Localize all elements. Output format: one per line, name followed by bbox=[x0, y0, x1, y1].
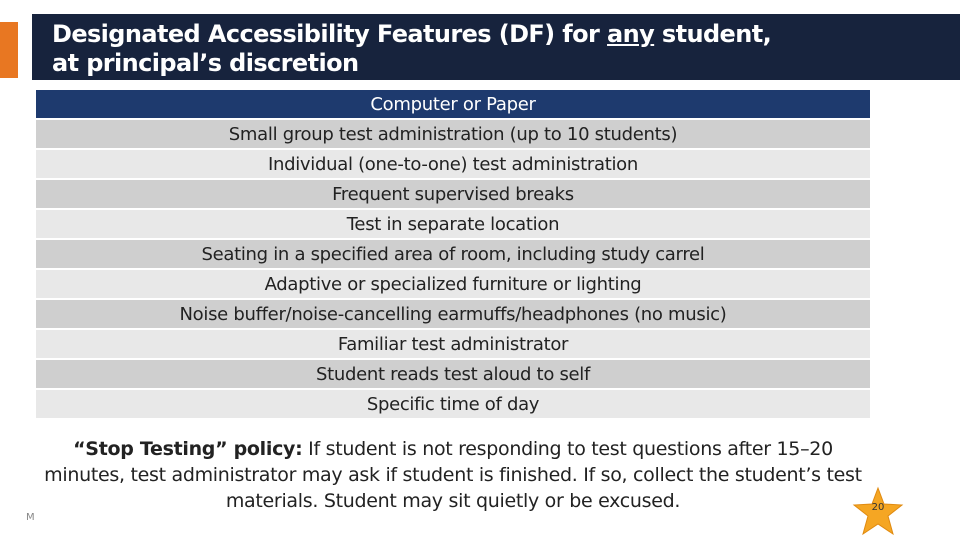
table-row: Adaptive or specialized furniture or lighting bbox=[36, 270, 870, 298]
table-header: Computer or Paper bbox=[36, 90, 870, 118]
stop-testing-policy bbox=[36, 436, 870, 514]
slide-title bbox=[52, 20, 932, 78]
title-line2: at principal’s discretion bbox=[52, 49, 359, 77]
table-row: Noise buffer/noise-cancelling earmuffs/headphones (no music) bbox=[36, 300, 870, 328]
table-row: Student reads test aloud to self bbox=[36, 360, 870, 388]
table-row: Test in separate location bbox=[36, 210, 870, 238]
accent-bar bbox=[0, 22, 18, 78]
page-number: 20 bbox=[871, 502, 885, 513]
title-part1: Designated Accessibility Features (DF) for bbox=[52, 20, 608, 48]
policy-label: “Stop Testing” policy: bbox=[73, 438, 303, 460]
table-row: Frequent supervised breaks bbox=[36, 180, 870, 208]
title-underlined-word: any bbox=[607, 20, 655, 48]
footer-left-text: M bbox=[26, 512, 35, 523]
table-row: Small group test administration (up to 10 students) bbox=[36, 120, 870, 148]
table-row: Familiar test administrator bbox=[36, 330, 870, 358]
title-part2: student, bbox=[654, 20, 772, 48]
policy-text: If student is not responding to test questions after 15–20 minutes, test administrator may ask if student is finished. If so, collect the student’s test materials. Student may sit quietly or be excused. bbox=[44, 438, 862, 512]
features-table bbox=[36, 90, 870, 420]
table-row: Specific time of day bbox=[36, 390, 870, 418]
table-row: Seating in a specified area of room, including study carrel bbox=[36, 240, 870, 268]
table-row: Individual (one-to-one) test administration bbox=[36, 150, 870, 178]
